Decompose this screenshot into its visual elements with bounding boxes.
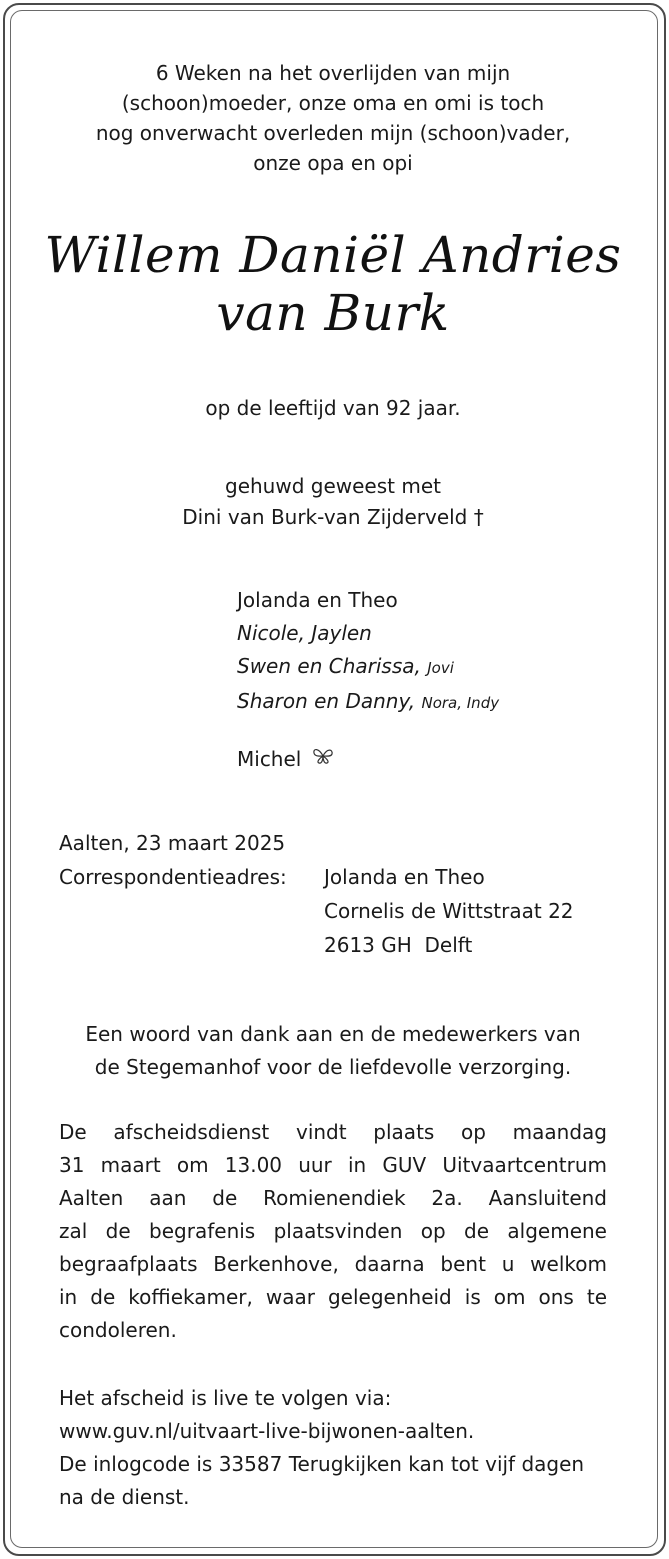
- name-line-2: van Burk: [216, 284, 450, 342]
- ceremony-line: Aalten aan de Romienendiek 2a. Aansluitend: [59, 1186, 607, 1210]
- intro-line: nog onverwacht overleden mijn (schoon)vader,: [95, 121, 571, 145]
- family-grandchildren-3: Sharon en Danny,: [237, 689, 416, 713]
- intro-line: 6 Weken na het overlijden van mijn: [155, 61, 511, 85]
- family-son: Michel: [237, 747, 302, 771]
- livestream-text: [59, 1382, 584, 1514]
- family-grandchildren-2-row: [237, 650, 499, 685]
- ceremony-line: zal de begrafenis plaatsvinden op de algemene: [59, 1219, 607, 1243]
- family-grandchildren-2: Swen en Charissa,: [237, 654, 421, 678]
- thanks-text: [10, 1018, 656, 1084]
- spouse-line-2: Dini van Burk-van Zijderveld †: [182, 505, 484, 529]
- correspondence-label: Correspondentieadres:: [59, 865, 287, 889]
- intro-line: (schoon)moeder, onze oma en omi is toch: [121, 91, 545, 115]
- intro-line: onze opa en opi: [253, 151, 413, 175]
- location-block: [59, 826, 287, 894]
- spouse-line-1: gehuwd geweest met: [225, 474, 441, 498]
- correspondence-address: [324, 860, 574, 962]
- thanks-line-2: de Stegemanhof voor de liefdevolle verzorging.: [94, 1055, 572, 1079]
- family-grandchildren-3-row: [237, 685, 499, 720]
- family-great-grandchild-2: Jovi: [427, 659, 454, 677]
- ceremony-line: 31 maart om 13.00 uur in GUV Uitvaartcentrum: [59, 1153, 607, 1177]
- ceremony-line: in de koffiekamer, waar gelegenheid is om ons te: [59, 1285, 607, 1309]
- deceased-name: [10, 226, 656, 342]
- livestream-line-4: na de dienst.: [59, 1485, 190, 1509]
- family-great-grandchildren-3: Nora, Indy: [421, 694, 500, 712]
- livestream-line-3: De inlogcode is 33587 Terugkijken kan tot vijf dagen: [59, 1452, 585, 1476]
- livestream-line-1: Het afscheid is live te volgen via:: [59, 1386, 392, 1410]
- location-date: Aalten, 23 maart 2025: [59, 831, 286, 855]
- name-line-1: Willem Daniël Andries: [44, 226, 622, 284]
- intro-text: [10, 58, 656, 178]
- family-son-row: [237, 743, 499, 776]
- ceremony-line: begraafplaats Berkenhove, daarna bent u welkom: [59, 1252, 607, 1276]
- obituary-card: [10, 10, 656, 1546]
- address-name: Jolanda en Theo: [324, 865, 485, 889]
- ceremony-text: [59, 1116, 607, 1347]
- thanks-line-1: Een woord van dank aan en de medewerkers van: [85, 1022, 581, 1046]
- family-spacer: [237, 720, 499, 743]
- family-grandchildren-1: Nicole, Jaylen: [237, 621, 372, 645]
- age-text: op de leeftijd van 92 jaar.: [205, 396, 461, 420]
- ceremony-line: condoleren.: [59, 1318, 177, 1342]
- family-list: [237, 584, 499, 776]
- address-city: 2613 GH Delft: [324, 933, 473, 957]
- address-street: Cornelis de Wittstraat 22: [324, 899, 574, 923]
- livestream-url: www.guv.nl/uitvaart-live-bijwonen-aalten.: [59, 1419, 475, 1443]
- ceremony-line: De afscheidsdienst vindt plaats op maandag: [59, 1120, 607, 1144]
- butterfly-icon: [312, 743, 334, 776]
- family-parents: Jolanda en Theo: [237, 588, 398, 612]
